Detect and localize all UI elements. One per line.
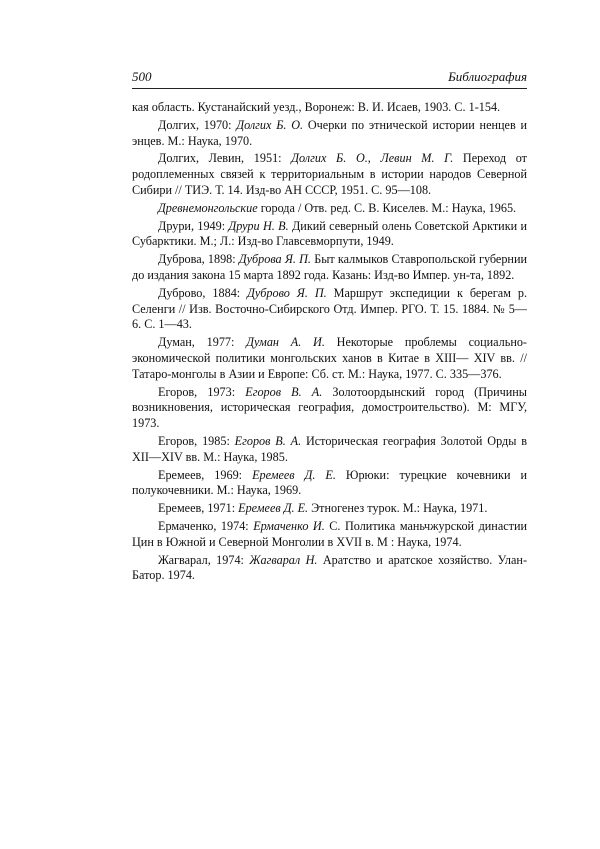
bibliography-entry: Дуброва, 1898: Дуброва Я. П. Быт калмыков Ставропольской губернии до издания закона 15 марта 1892 года. Казань: Изд-во Импер. ун-та, 1892.	[132, 252, 527, 282]
bibliography-entry: Дуброво, 1884: Дуброво Я. П. Маршрут экспедиции к берегам р. Селенги // Изв. Восточно-Сибирского Отд. Импер. РГО. Т. 15. 1884. № 5—6. С. 1—43.	[132, 285, 528, 332]
bibliography-entry: кая область. Кустанайский уезд., Воронеж: В. И. Исаев, 1903. С. 1-154.	[132, 100, 501, 114]
bibliography-entry: Егоров, 1973: Егоров В. А. Золотоордынский город (Причины возникновения, историческая география, домостроительство). М: МГУ, 1973.	[132, 384, 527, 431]
section-title: Библиография	[448, 69, 527, 84]
bibliography-entry: Жагварал, 1974: Жагварал Н. Аратство и аратское хозяйство. Улан-Батор. 1974.	[132, 552, 528, 583]
page-number: 500	[132, 69, 152, 84]
bibliography-entry: Долгих, Левин, 1951: Долгих Б. О., Левин М. Г. Переход от родоплеменных связей к территориальным в истории народов Северной Сибири // ТИЭ. Т. 14. Изд-во АН СССР, 1951. С. 95—108.	[132, 151, 527, 197]
bibliography-entry: Друри, 1949: Друри Н. В. Дикий северный олень Советской Арктики и Субарктики. М.; Л.: Изд-во Главсевморпути, 1949.	[132, 218, 528, 249]
bibliography-entry: Егоров, 1985: Егоров В. А. Историческая география Золотой Орды в XII—XIV вв. М.: Наука, 1985.	[132, 433, 528, 464]
running-head	[132, 70, 527, 89]
bibliography-entry: Ермаченко, 1974: Ермаченко И. С. Политика маньчжурской династии Цин в Южной и Северной Монголии в XVII в. М : Наука, 1974.	[132, 518, 528, 549]
bibliography-entry: Еремеев, 1969: Еремеев Д. Е. Юрюки: турецкие кочевники и полукочевники. М.: Наука, 1969.	[132, 467, 528, 498]
bibliography-entry: Еремеев, 1971: Еремеев Д. Е. Этногенез турок. М.: Наука, 1971.	[158, 501, 488, 516]
bibliography-entry: Древнемонгольские города / Отв. ред. С. В. Киселев. М.: Наука, 1965.	[158, 200, 517, 215]
bibliography-list	[132, 100, 527, 586]
bibliography-entry: Думан, 1977: Думан А. И. Некоторые проблемы социально-экономической политики монгольских ханов в Китае в XIII— XIV вв. // Татаро-монголы в Азии и Европе: Сб. ст. М.: Наука, 1977. С. 335—376.	[132, 335, 527, 381]
bibliography-entry: Долгих, 1970: Долгих Б. О. Очерки по этнической истории ненцев и энцев. М.: Наука, 1970.	[132, 117, 527, 148]
